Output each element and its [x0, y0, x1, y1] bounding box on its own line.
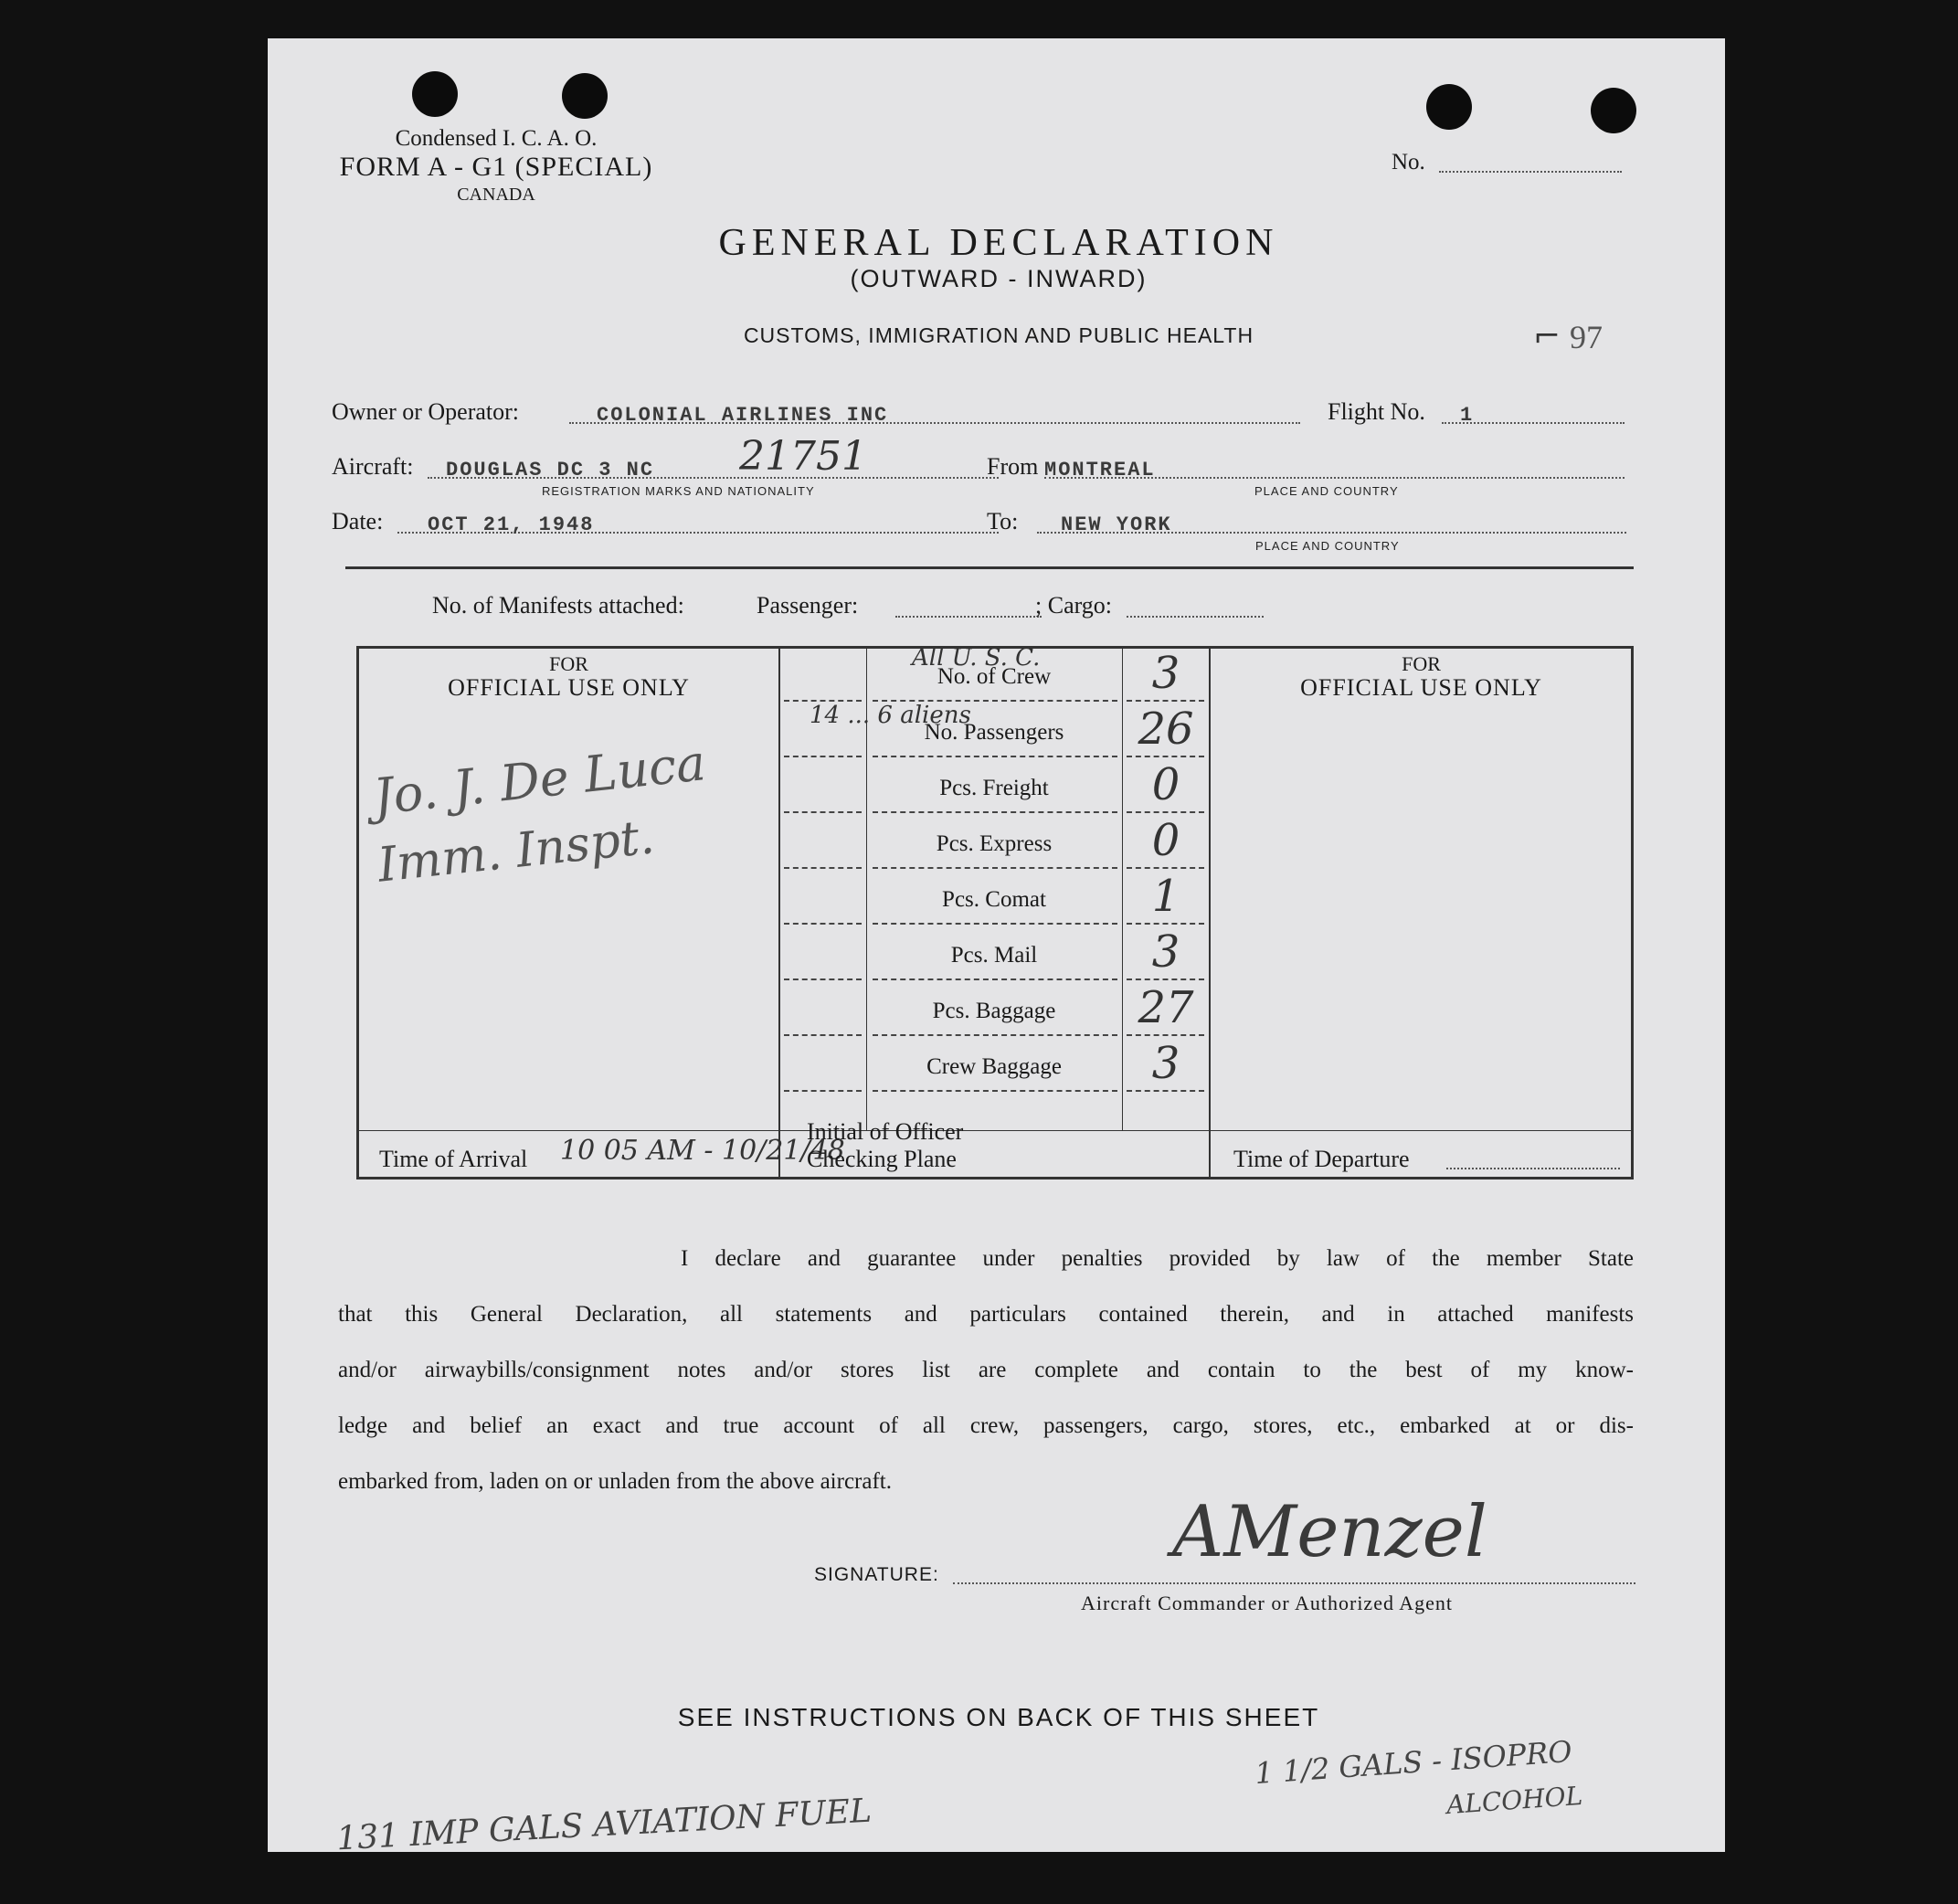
manifest-row-dash: [784, 1034, 862, 1036]
manifest-row-dash: [1127, 811, 1204, 813]
arrival-label: Time of Arrival: [379, 1146, 528, 1172]
page-subtitle: (OUTWARD - INWARD): [850, 265, 1148, 292]
country-label: CANADA: [457, 185, 535, 205]
punch-hole-icon: [1591, 88, 1636, 133]
manifest-row-label: Pcs. Baggage: [932, 999, 1056, 1023]
fuel-note-handwritten: 131 IMP GALS AVIATION FUEL: [335, 1792, 873, 1858]
isopro-note-handwritten: 1 1/2 GALS - ISOPRO: [1254, 1733, 1573, 1792]
manifest-row-dash: [784, 811, 862, 813]
document-no-label: No.: [1392, 150, 1425, 175]
manifest-row-dash: [1127, 1090, 1204, 1092]
manifest-row-value: 0: [1151, 759, 1180, 810]
punch-hole-icon: [412, 71, 458, 117]
passenger-note-handwritten: 14 ... 6 aliens: [810, 702, 971, 729]
signature-caption: Aircraft Commander or Authorized Agent: [1081, 1592, 1454, 1614]
manifest-row-dash: [784, 1090, 862, 1092]
table-bottom-line: [359, 1130, 1634, 1131]
manifest-row-value: 3: [1151, 926, 1180, 978]
manifest-row-dash: [873, 756, 1117, 757]
punch-hole-icon: [562, 73, 608, 119]
manifest-row-dash: [784, 756, 862, 757]
manifest-passenger-label: Passenger:: [757, 592, 859, 619]
manifest-row-dash: [873, 867, 1117, 869]
manifest-row-dash: [873, 978, 1117, 980]
declaration-line-1: I declare and guarantee under penalties provided by law of the member State: [681, 1246, 1634, 1271]
date-value: OCT 21, 1948: [428, 513, 595, 536]
manifest-row-label: Pcs. Mail: [950, 943, 1038, 968]
page-mark-number: 97: [1570, 319, 1603, 355]
manifest-row-value: 0: [1151, 815, 1180, 866]
declaration-paragraph: [338, 1231, 1634, 1509]
document-no-line: [1439, 171, 1622, 173]
right-official-use-label: OFFICIAL USE ONLY: [1300, 674, 1542, 701]
manifest-row-value: 26: [1138, 703, 1194, 755]
table-divider-left: [778, 646, 780, 1179]
manifest-row-value: 3: [1151, 1038, 1180, 1089]
signature-line: [953, 1582, 1635, 1584]
owner-value: COLONIAL AIRLINES INC: [597, 404, 889, 427]
instructions-note: SEE INSTRUCTIONS ON BACK OF THIS SHEET: [677, 1703, 1320, 1731]
manifest-cargo-label: ; Cargo:: [1035, 592, 1113, 619]
manifest-row-dash: [1127, 700, 1204, 702]
to-value: NEW YORK: [1061, 513, 1172, 536]
right-for-label: FOR: [1402, 652, 1441, 675]
manifest-row-dash: [1127, 1034, 1204, 1036]
initial-officer-line-2: Checking Plane: [807, 1146, 957, 1172]
manifest-cargo-line: [1127, 616, 1264, 618]
condensed-icao-label: Condensed I. C. A. O.: [395, 126, 598, 151]
date-label: Date:: [332, 508, 384, 534]
header-divider: [345, 566, 1634, 569]
manifest-row-dash: [1127, 756, 1204, 757]
manifest-row-dash: [873, 923, 1117, 925]
flight-value: 1: [1460, 404, 1475, 427]
manifest-row-label: Pcs. Comat: [942, 887, 1046, 912]
aircraft-label: Aircraft:: [332, 453, 414, 480]
form-identifier: [323, 126, 670, 206]
signature-label: SIGNATURE:: [814, 1564, 939, 1585]
manifest-row-value: 3: [1151, 648, 1180, 699]
commander-signature-handwritten: AMenzel: [1172, 1491, 1487, 1573]
aircraft-registration-handwritten: 21751: [739, 433, 867, 480]
manifest-row-label: Pcs. Express: [936, 831, 1053, 856]
from-place-caption: PLACE AND COUNTRY: [1254, 484, 1399, 498]
registration-caption: REGISTRATION MARKS AND NATIONALITY: [542, 484, 815, 498]
from-label: From: [987, 453, 1039, 480]
manifest-row-label: No. of Crew: [937, 664, 1052, 689]
manifest-row-dash: [873, 811, 1117, 813]
manifest-row-label: No. Passengers: [924, 720, 1064, 745]
declaration-sheet: [268, 38, 1725, 1858]
manifest-row-dash: [1127, 923, 1204, 925]
manifest-row-dash: [873, 700, 1117, 702]
manifest-row-label: Crew Baggage: [926, 1054, 1062, 1079]
to-label: To:: [987, 508, 1019, 534]
manifest-passenger-line: [895, 616, 1042, 618]
table-divider-values: [1122, 646, 1123, 1130]
manifest-row-dash: [784, 923, 862, 925]
official-title-handwritten: Imm. Inspt.: [375, 809, 657, 894]
form-number: FORM A - G1 (SPECIAL): [339, 152, 653, 182]
left-for-label: FOR: [549, 652, 588, 675]
declaration-line-5: embarked from, laden on or unladen from the above aircraft.: [338, 1469, 892, 1494]
from-value: MONTREAL: [1044, 459, 1156, 481]
manifest-row-dash: [873, 1034, 1117, 1036]
punch-hole-icon: [1426, 84, 1472, 130]
manifest-row-dash: [784, 700, 862, 702]
declaration-line-4: ledge and belief an exact and true account of all crew, passengers, cargo, stores, etc., embarked at or dis-: [338, 1413, 1634, 1438]
crew-note-handwritten: All U. S. C.: [912, 644, 1041, 672]
page-subhead: CUSTOMS, IMMIGRATION AND PUBLIC HEALTH: [743, 323, 1254, 347]
page-title: GENERAL DECLARATION: [718, 222, 1279, 264]
left-official-use-label: OFFICIAL USE ONLY: [448, 674, 690, 701]
initial-officer-label: [807, 1118, 963, 1173]
page-mark-tick-icon: ⌐: [1533, 318, 1561, 355]
table-divider-right: [1209, 646, 1211, 1179]
alcohol-note-handwritten: ALCOHOL: [1445, 1780, 1584, 1821]
manifest-row-label: Pcs. Freight: [939, 776, 1049, 800]
declaration-line-2: that this General Declaration, all statements and particulars contained therein, and in attached manifests: [338, 1302, 1634, 1327]
manifest-row-dash: [1127, 867, 1204, 869]
departure-line: [1446, 1168, 1620, 1169]
manifest-row-dash: [784, 978, 862, 980]
aircraft-value: DOUGLAS DC 3 NC: [446, 459, 655, 481]
initial-officer-line-1: Initial of Officer: [807, 1118, 964, 1145]
flight-label: Flight No.: [1328, 398, 1425, 425]
manifest-row-dash: [784, 867, 862, 869]
manifest-row-dash: [1127, 978, 1204, 980]
manifests-label: No. of Manifests attached:: [432, 592, 684, 619]
manifest-row-dash: [873, 1090, 1117, 1092]
declaration-line-3: and/or airwaybills/consignment notes and/or stores list are complete and contain to the best of my know-: [338, 1358, 1634, 1382]
departure-label: Time of Departure: [1233, 1146, 1410, 1172]
manifest-row-value: 27: [1138, 982, 1194, 1033]
owner-label: Owner or Operator:: [332, 398, 520, 425]
official-signature-handwritten: Jo. J. De Luca: [370, 734, 709, 826]
to-place-caption: PLACE AND COUNTRY: [1255, 539, 1400, 553]
arrival-time-handwritten: 10 05 AM - 10/21/48: [560, 1135, 845, 1167]
manifest-row-value: 1: [1151, 871, 1180, 922]
